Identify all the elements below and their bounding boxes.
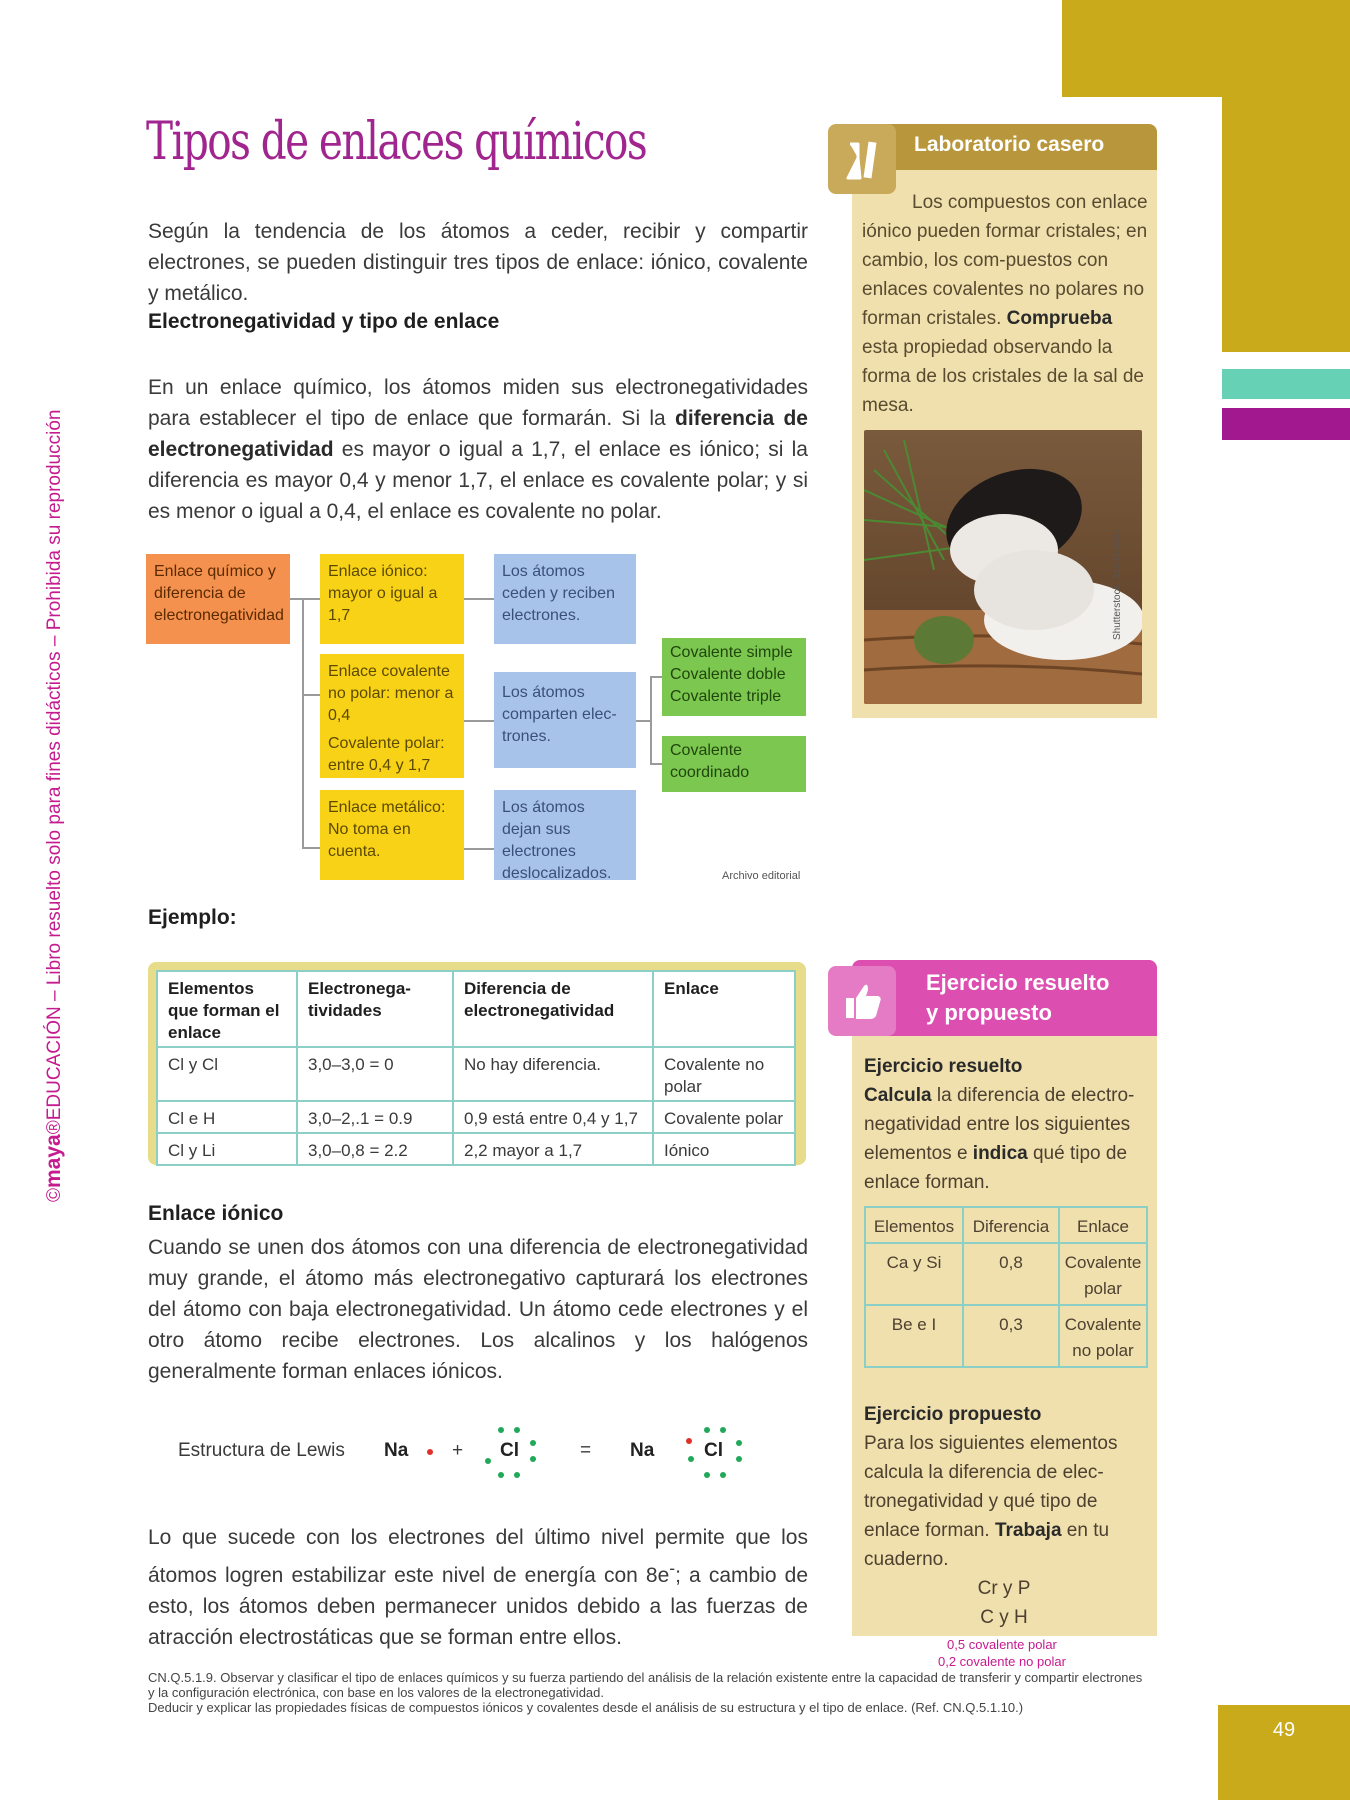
decor-bar-magenta — [1222, 408, 1350, 440]
copyright-side-text: ©maya®EDUCACIÓN – Libro resuelto solo para fines didácticos – Prohibida su reproducción — [42, 409, 65, 1202]
closing-paragraph: Lo que sucede con los electrones del último nivel permite que los átomos logren estabilizar este nivel de energía con 8e-; a cambio de esto, los átomos deben permanecer unidos debido a las fuerzas de atracción electrostáticas que se forman entre ellos. — [148, 1526, 809, 1649]
diagram-metallic-box: Enlace metálico: No toma en cuenta. — [320, 790, 464, 880]
table-cell: Cl y Li — [157, 1133, 297, 1165]
table-cell: 3,0–2,.1 = 0.9 — [297, 1101, 453, 1133]
table-cell: Covalente no polar — [1059, 1305, 1147, 1367]
table-header: Elementos que forman el enlace — [157, 971, 297, 1047]
table-header: Enlace — [1059, 1207, 1147, 1243]
decor-bar-top — [1062, 0, 1350, 97]
exercise-box-title: Ejercicio resuelto y propuesto — [926, 970, 1110, 1025]
table-cell: 0,8 — [963, 1243, 1059, 1305]
lewis-na: Na — [384, 1440, 409, 1461]
table-cell: Covalente polar — [1059, 1243, 1147, 1305]
diagram-covalent-box: Enlace covalente no polar: menor a 0,4 Covalente polar: entre 0,4 y 1,7 — [320, 654, 464, 778]
diagram-ionic-desc-box: Los átomos ceden y reciben electrones. — [494, 554, 636, 644]
example-table — [156, 970, 796, 1166]
table-cell: Iónico — [653, 1133, 795, 1165]
table-header: Enlace — [653, 971, 795, 1047]
lewis-cl: Cl — [500, 1440, 519, 1461]
diagram-credit: Archivo editorial — [722, 870, 801, 882]
electron-dot — [427, 1449, 433, 1455]
ionic-bond-paragraph: Cuando se unen dos átomos con una diferencia de electronegatividad muy grande, el átomo más electronegativo capturará los electrones del átomo con baja electronegatividad. Un átomo cede electrones y el otro átomo recibe electrones. Los alcalinos y los halógenos generalmente forman enlaces iónicos. — [148, 1236, 808, 1383]
page-number: 49 — [1218, 1705, 1350, 1800]
table-header: Electronega-tividades — [297, 971, 453, 1047]
diagram-metallic-desc-box: Los átomos dejan sus electrones deslocalizados. — [494, 790, 636, 880]
table-cell: Covalente no polar — [653, 1047, 795, 1101]
salt-photo — [864, 430, 1142, 704]
solved-exercise-table — [864, 1206, 1148, 1368]
section-heading-electronegativity: Electronegatividad y tipo de enlace — [148, 310, 500, 333]
table-header: Elementos — [865, 1207, 963, 1243]
example-label: Ejemplo: — [148, 906, 237, 929]
diagram-covalent-types-box: Covalente simple Covalente doble Covalente triple — [662, 638, 806, 716]
thumbs-up-icon — [828, 966, 896, 1036]
photo-credit: Shutterstock, 315152837 — [1112, 528, 1123, 640]
electronegativity-paragraph: En un enlace químico, los átomos miden sus electronegatividades para establecer el tipo de enlace que formarán. Si la diferencia de electronegatividad es mayor o igual a 1,7, el enlace es iónico; si la diferencia es mayor 0,4 y menor 1,7, el enlace es covalente polar; y si es menor o igual a 0,4, el enlace es covalente no polar. — [148, 376, 808, 523]
decor-bar-right — [1222, 97, 1350, 352]
table-header: Diferencia — [963, 1207, 1059, 1243]
handwritten-answers: 0,5 covalente polar 0,2 covalente no polar — [938, 1637, 1066, 1669]
table-cell: Cl e H — [157, 1101, 297, 1133]
diagram-covalent-desc-box: Los átomos comparten elec-trones. — [494, 672, 636, 768]
table-cell: Cl y Cl — [157, 1047, 297, 1101]
intro-paragraph: Según la tendencia de los átomos a ceder, recibir y compartir electrones, se pueden distinguir tres tipos de enlace: iónico, covalente y metálico. — [148, 220, 808, 305]
lab-box-title: Laboratorio casero — [914, 133, 1105, 156]
lewis-equals: = — [580, 1440, 592, 1461]
table-cell: No hay diferencia. — [453, 1047, 653, 1101]
table-cell: Be e I — [865, 1305, 963, 1367]
curriculum-footnote: CN.Q.5.1.9. Observar y clasificar el tipo de enlaces químicos y su fuerza partiendo del análisis de la relación existente entre la capacidad de transferir y compartir electrones y la configuración electrónica, con base en los valores de la electronegatividad. Deducir y explicar las propiedades físicas de compuestos iónicos y covalentes desde el análisis de su estructura y el tipo de enlace. (Ref. CN.Q.5.1.10.) — [148, 1670, 1143, 1715]
diagram-ionic-box: Enlace iónico: mayor o igual a 1,7 — [320, 554, 464, 644]
decor-bar-teal — [1222, 369, 1350, 399]
table-cell: 3,0–3,0 = 0 — [297, 1047, 453, 1101]
table-cell: 0,3 — [963, 1305, 1059, 1367]
solved-exercise-text: Ejercicio resuelto Calcula la diferencia de electro-negatividad entre los siguientes elementos e indica qué tipo de enlace forman. — [864, 1056, 1135, 1193]
table-cell: Covalente polar — [653, 1101, 795, 1133]
table-cell: 0,9 está entre 0,4 y 1,7 — [453, 1101, 653, 1133]
table-header: Diferencia de electronegatividad — [453, 971, 653, 1047]
diagram-root-box: Enlace químico y diferencia de electronegatividad — [146, 554, 290, 644]
ionic-bond-heading: Enlace iónico — [148, 1202, 284, 1225]
table-cell: 2,2 mayor a 1,7 — [453, 1133, 653, 1165]
lewis-na-product: Na — [630, 1440, 655, 1461]
lewis-label: Estructura de Lewis — [178, 1440, 345, 1461]
flask-icon — [828, 124, 896, 194]
lab-box-text: Los compuestos con enlace iónico pueden formar cristales; en cambio, los com-puestos con enlaces covalentes no polares no forman cristales. Comprueba esta propiedad observando la forma de los cristales de la sal de mesa. — [862, 192, 1148, 416]
diagram-coordinate-box: Covalente coordinado — [662, 736, 806, 792]
lewis-plus: + — [452, 1440, 464, 1461]
table-cell: Ca y Si — [865, 1243, 963, 1305]
page-title: Tipos de enlaces químicos — [146, 112, 647, 172]
table-cell: 3,0–0,8 = 2.2 — [297, 1133, 453, 1165]
lewis-cl-product: Cl — [704, 1440, 723, 1461]
proposed-exercise-text: Ejercicio propuesto Para los siguientes elementos calcula la diferencia de elec-tronegatividad y qué tipo de enlace forman. Trabaja en tu cuaderno. Cr y P C y H — [864, 1404, 1118, 1628]
